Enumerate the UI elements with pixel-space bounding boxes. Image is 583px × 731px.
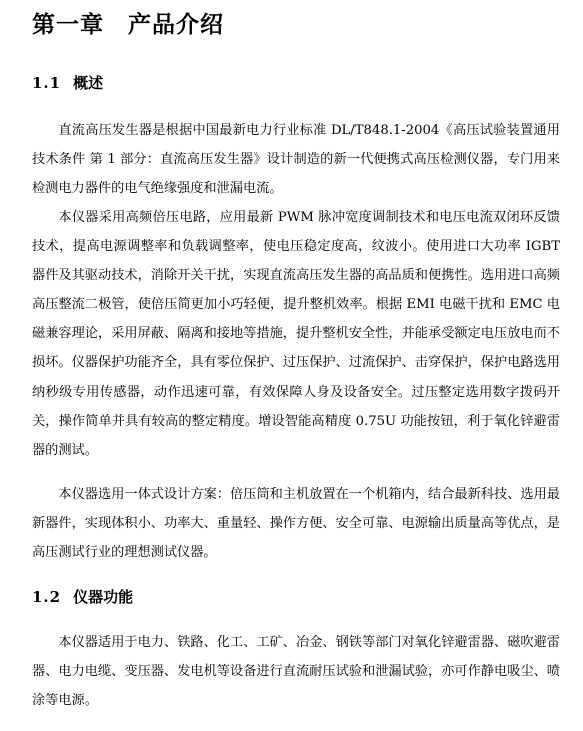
section-number: 1.1 [32, 74, 62, 92]
chapter-name: 产品介绍 [128, 11, 224, 38]
paragraph-functions-1: 本仪器适用于电力、铁路、化工、工矿、冶金、钢铁等部门对氧化锌避雷器、磁吹避雷器、电力电缆、变压器、发电机等设备进行直流耐压试验和泄漏试验，亦可作静电吸尘、喷涂等电源。 [32, 635, 560, 709]
paragraph-overview-2: 本仪器采用高频倍压电路，应用最新 PWM 脉冲宽度调制技术和电压电流双闭环反馈技术，提高电源调整率和负载调整率，使电压稳定度高，纹波小。使用进口大功率 IGBT 器件及其驱动技术，消除开关干扰，实现直流高压发生器的高品质和便携性。选用进口高频高压整流二极管，使倍压简更加小巧轻便，提升整机效率。根据 EMI 电磁干扰和 EMC 电磁兼容理论，采用屏蔽、隔离和接地等措施，提升整机安全性，并能承受额定电压放电而不损坏。仪器保护功能齐全，具有零位保护、过压保护、过流保护、击穿保护，保护电路选用纳秒级专用传感器，动作迅速可靠，有效保障人身及设备安全。过压整定选用数字拨码开关，操作简单并具有较高的整定精度。增设智能高精度 0.75U 功能按钮，利于氧化锌避雷器的测试。 [32, 210, 560, 458]
paragraph-overview-1: 直流高压发生器是根据中国最新电力行业标准 DL/T848.1-2004《高压试验装置通用技术条件 第 1 部分：直流高压发生器》设计制造的新一代便携式高压检测仪器，专门用来检测电力器件的电气绝缘强度和泄漏电流。 [32, 123, 560, 197]
section-title: 概述 [73, 74, 104, 92]
section-title: 仪器功能 [73, 588, 134, 606]
paragraph-overview-3: 本仪器选用一体式设计方案：倍压筒和主机放置在一个机箱内，结合最新科技、选用最新器件，实现体积小、功率大、重量轻、操作方便、安全可靠、电源输出质量高等优点，是高压测试行业的理想测试仪器。 [32, 487, 560, 561]
section-number: 1.2 [32, 588, 62, 606]
section-heading-1-2 [32, 586, 133, 607]
chapter-number: 第一章 [32, 11, 104, 38]
section-heading-1-1 [32, 72, 103, 93]
chapter-title [32, 6, 224, 39]
